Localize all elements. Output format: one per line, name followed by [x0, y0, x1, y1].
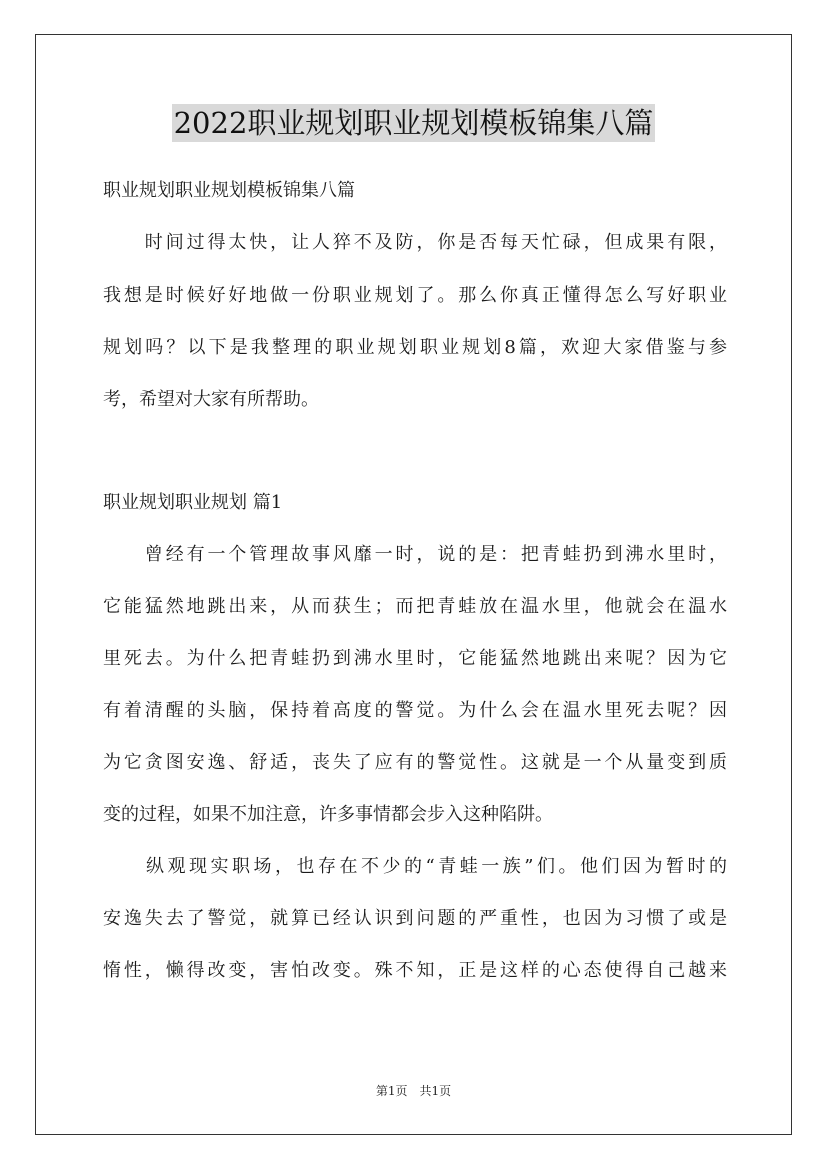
- intro-line: 考，希望对大家有所帮助。: [103, 389, 319, 410]
- paragraph-line: 纵观现实职场，也存在不少的“青蛙一族”们。他们因为暂时的: [103, 856, 727, 877]
- document-subtitle: 职业规划职业规划模板锦集八篇: [103, 180, 355, 201]
- paragraph-line: 为它贪图安逸、舒适，丧失了应有的警觉性。这就是一个从量变到质: [103, 752, 727, 773]
- paragraph-line: 曾经有一个管理故事风靡一时，说的是：把青蛙扔到沸水里时，: [103, 544, 727, 565]
- paragraph-line: 惰性，懒得改变，害怕改变。殊不知，正是这样的心态使得自己越来: [103, 960, 727, 981]
- paragraph-2: [103, 854, 727, 984]
- intro-line: 我想是时候好好地做一份职业规划了。那么你真正懂得怎么写好职业: [103, 285, 727, 306]
- paragraph-line: 安逸失去了警觉，就算已经认识到问题的严重性，也因为习惯了或是: [103, 908, 727, 929]
- document-body: [103, 178, 727, 984]
- paragraph-line: 变的过程，如果不加注意，许多事情都会步入这种陷阱。: [103, 804, 553, 825]
- document-title: 2022职业规划职业规划模板锦集八篇: [173, 106, 654, 140]
- paragraph-line: 有着清醒的头脑，保持着高度的警觉。为什么会在温水里死去呢？因: [103, 700, 727, 721]
- intro-line: 时间过得太快，让人猝不及防，你是否每天忙碌，但成果有限，: [103, 232, 727, 253]
- title-container: [0, 104, 827, 142]
- paragraph-line: 里死去。为什么把青蛙扔到沸水里时，它能猛然地跳出来呢？因为它: [103, 648, 727, 669]
- intro-paragraph: [103, 230, 727, 413]
- intro-line: 规划吗？以下是我整理的职业规划职业规划8篇，欢迎大家借鉴与参: [103, 337, 727, 358]
- section-heading: 职业规划职业规划 篇1: [103, 492, 283, 513]
- paragraph-line: 它能猛然地跳出来，从而获生；而把青蛙放在温水里，他就会在温水: [103, 596, 727, 617]
- page-footer: 第1页 共1页: [375, 1084, 452, 1098]
- paragraph-1: [103, 542, 727, 828]
